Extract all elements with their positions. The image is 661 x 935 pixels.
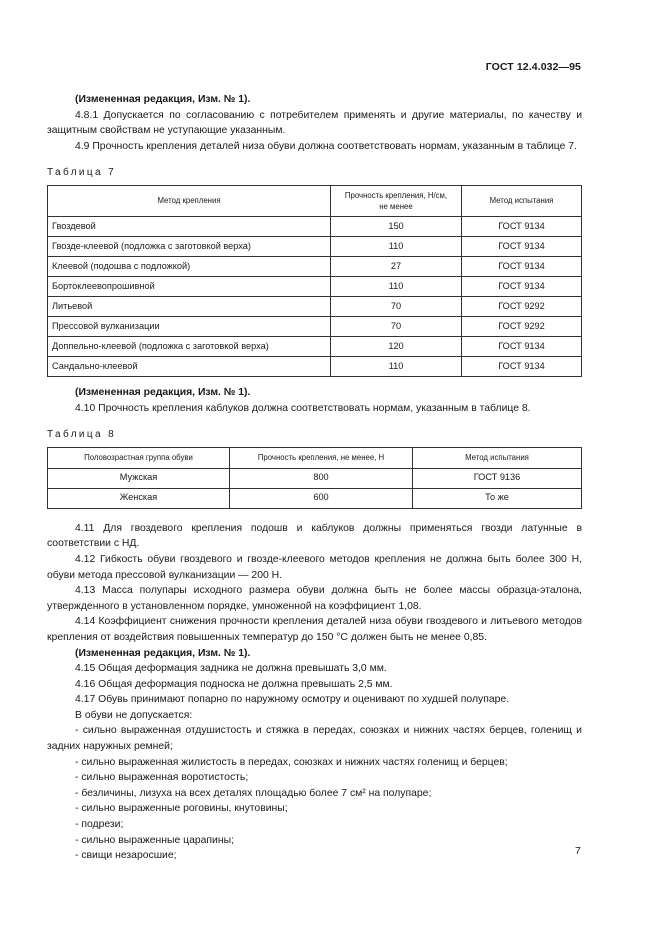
table-row <box>48 336 582 356</box>
document-code: ГОСТ 12.4.032—95 <box>485 61 581 73</box>
table-cell: 70 <box>331 316 462 336</box>
column-header: Половозрастная группа обуви <box>48 447 230 468</box>
amendment-note: (Измененная редакция, Изм. № 1). <box>75 94 251 105</box>
paragraph-4-12: 4.12 Гибкость обуви гвоздевого и гвозде-клеевого методов крепления не должна быть более 300 Н, обуви метода прессовой вулканизации — 200 Н. <box>47 553 582 581</box>
list-item: - безличины, лизуха на всех деталях площадью более 7 см² на полупаре; <box>75 787 432 799</box>
column-header: Метод испытания <box>413 447 582 468</box>
amendment-note: (Измененная редакция, Изм. № 1). <box>75 386 251 398</box>
table-row <box>48 276 582 296</box>
table-cell: Гвоздевой <box>48 216 331 236</box>
defects-list <box>47 723 582 863</box>
paragraph-4-16: 4.16 Общая деформация подноска не должна превышать 2,5 мм. <box>75 678 393 690</box>
table-row <box>48 488 582 508</box>
table-cell: Гвозде-клеевой (подложка с заготовкой верха) <box>48 236 331 256</box>
table-cell: 110 <box>331 356 462 376</box>
table-cell: Литьевой <box>48 296 331 316</box>
paragraph-4-15: 4.15 Общая деформация задника не должна превышать 3,0 мм. <box>75 663 387 675</box>
column-header: Метод крепления <box>48 185 331 216</box>
table-cell: Бортоклеевопрошивной <box>48 276 331 296</box>
paragraph-4-10: 4.10 Прочность крепления каблуков должна соответствовать нормам, указанным в таблице 8. <box>75 402 531 414</box>
paragraph-4-17: 4.17 Обувь принимают попарно по наружному осмотру и оценивают по худшей полупаре. <box>75 694 510 706</box>
table-cell: Сандально-клеевой <box>48 356 331 376</box>
amendment-note: (Измененная редакция, Изм. № 1). <box>75 647 251 659</box>
not-allowed-heading: В обуви не допускается: <box>75 709 193 721</box>
paragraph-4-14: 4.14 Коэффициент снижения прочности крепления деталей низа обуви гвоздевого и литьевого методов крепления от воздействия повышенных температур до 150 °С должен быть не менее 0,85. <box>47 616 582 643</box>
table-cell: ГОСТ 9134 <box>462 356 582 376</box>
table-cell: 70 <box>331 296 462 316</box>
table-row <box>48 256 582 276</box>
table-cell: ГОСТ 9134 <box>462 336 582 356</box>
table-cell: ГОСТ 9134 <box>462 276 582 296</box>
table-cell: Прессовой вулканизации <box>48 316 331 336</box>
column-header: Прочность крепления, не менее, Н <box>230 447 413 468</box>
table-cell: 110 <box>331 236 462 256</box>
table-8-caption: Таблица 8 <box>47 429 117 441</box>
table-cell: 150 <box>331 216 462 236</box>
list-item: - свищи незаросшие; <box>75 850 177 862</box>
table-cell: Женская <box>48 488 230 508</box>
table-cell: ГОСТ 9292 <box>462 316 582 336</box>
list-item: - сильно выраженная воротистость; <box>75 772 249 784</box>
table-header-row <box>48 447 582 468</box>
table-cell: 600 <box>230 488 413 508</box>
table-cell: ГОСТ 9136 <box>413 468 582 488</box>
table-header-row <box>48 185 582 216</box>
table-cell: ГОСТ 9134 <box>462 236 582 256</box>
list-item: - сильно выраженные роговины, кнутовины; <box>75 803 288 815</box>
paragraph-4-9: 4.9 Прочность крепления деталей низа обуви должна соответствовать нормам, указанным в таблице 7. <box>75 140 577 152</box>
table-row <box>48 356 582 376</box>
table-cell: То же <box>413 488 582 508</box>
table-cell: ГОСТ 9134 <box>462 216 582 236</box>
paragraph-4-8-1: 4.8.1 Допускается по согласованию с потребителем применять и другие материалы, по качеству и защитным свойствам не уступающие указанным. <box>47 109 582 137</box>
column-header: Прочность крепления, Н/см, не менее <box>331 185 462 216</box>
table-row <box>48 216 582 236</box>
table-8 <box>47 447 582 509</box>
list-item: - сильно выраженная отдушистость и стяжка в передах, союзках и нижних частях берцев, голенищ и задних наружных ремней; <box>47 725 582 753</box>
table-cell: 120 <box>331 336 462 356</box>
table-cell: Клеевой (подошва с подложкой) <box>48 256 331 276</box>
list-item: - подрези; <box>75 819 124 831</box>
list-item: - сильно выраженные царапины; <box>75 834 234 846</box>
table-row <box>48 468 582 488</box>
table-cell: ГОСТ 9134 <box>462 256 582 276</box>
paragraph-4-11: 4.11 Для гвоздевого крепления подошв и каблуков должны применяться гвозди латунные в соответствии с НД. <box>47 522 582 550</box>
table-cell: 27 <box>331 256 462 276</box>
table-7-caption: Таблица 7 <box>47 167 117 179</box>
table-cell: ГОСТ 9292 <box>462 296 582 316</box>
list-item: - сильно выраженная жилистость в передах, союзках и нижних частях голенищ и берцев; <box>75 756 508 768</box>
page-content <box>47 92 582 864</box>
table-cell: 800 <box>230 468 413 488</box>
table-row <box>48 236 582 256</box>
table-7 <box>47 185 582 377</box>
paragraph-4-13: 4.13 Масса полупары исходного размера обуви должна быть не более массы образца-эталона, утвержденного в установленном порядке, умноженной на коэффициент 1,08. <box>47 585 582 612</box>
table-cell: Доппельно-клеевой (подложка с заготовкой верха) <box>48 336 331 356</box>
column-header: Метод испытания <box>462 185 582 216</box>
table-cell: 110 <box>331 276 462 296</box>
page-number: 7 <box>575 845 581 857</box>
table-row <box>48 316 582 336</box>
table-row <box>48 296 582 316</box>
table-cell: Мужская <box>48 468 230 488</box>
